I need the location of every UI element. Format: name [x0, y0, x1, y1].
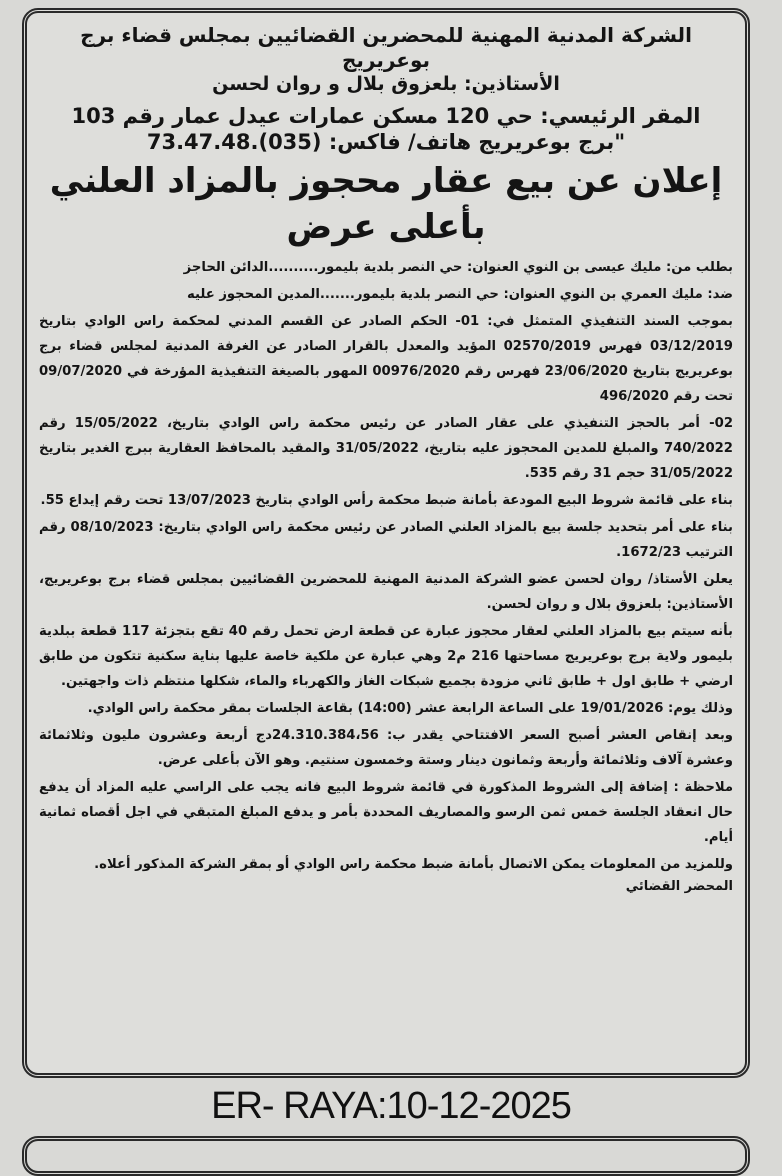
notice-subtitle: بأعلى عرض — [286, 207, 486, 248]
office-address: المقر الرئيسي: حي 120 مسكن عمارات عيدل عمار رقم 103 — [71, 103, 701, 128]
paragraph-note: ملاحظة : إضافة إلى الشروط المذكورة في قائمة شروط البيع فانه يجب على الراسي عليه المزاد أن يدفع حال انعقاد الجلسة خمس ثمن الرسو والمصاريف المحددة بأمر و يدفع المبلغ المتبقي في اجل أقصاه ثمانية أيام. — [39, 780, 733, 846]
paragraph-contact: وللمزيد من المعلومات يمكن الاتصال بأمانة ضبط محكمة راس الوادي أو بمقر الشركة المذكور أعلاه. — [94, 857, 733, 873]
next-notice-border — [22, 1136, 750, 1176]
phone-fax: "برج بوعريريج هاتف/ فاكس: (035).73.47.48 — [146, 130, 626, 154]
publication-stamp: ER- RAYA:10-12-2025 — [211, 1085, 571, 1127]
paragraph-date: وذلك يوم: 19/01/2026 على الساعة الرابعة عشر (14:00) بقاعة الجلسات بمقر محكمة راس الوادي. — [87, 701, 733, 717]
paragraph-seizure-order: 02- أمر بالحجز التنفيذي على عقار الصادر عن رئيس محكمة راس الوادي بتاريخ، 15/05/2022 رقم 740/2022 والمبلغ للمدين المحجوز عليه بتاريخ، 31/05/2022 والمقيد بالمحافظ العقارية ببرج الغدير بتاريخ 31/05/2022 حجم 31 رقم 535. — [39, 416, 733, 482]
paragraph-property: بأنه سيتم بيع بالمزاد العلني لعقار محجوز عبارة عن قطعة ارض تحمل رقم 40 تقع بتجزئة 117 قطعة ببلدية بليمور ولاية برج بوعريريج مساحتها 216 م2 وهي عبارة عن ملكية خاصة عليها بناية سكنية تتكون من طابق ارضي + طابق اول + طابق ثاني مزودة بجميع شبكات الغاز والكهرباء والماء، شكلها منتظم ذات واجهتين. — [39, 624, 734, 690]
signature: المحضر القضائي — [625, 879, 733, 895]
paragraph-price: وبعد إنقاص العشر أصبح السعر الافتتاحي يقدر ب: 24.310.384،56دج أربعة وعشرون مليون وثلاثمائة وعشرة آلاف وثلاثمائة وأربعة وثمانون دينار وستة وخمسون سنتيم. وهو الآن بأعلى عرض. — [39, 728, 733, 769]
legal-notice — [22, 8, 750, 1078]
notice-title: إعلان عن بيع عقار محجوز بالمزاد العلني — [49, 161, 723, 202]
paragraph-judgment: بموجب السند التنفيذي المتمثل في: 01- الحكم الصادر عن القسم المدني لمحكمة راس الوادي بتاريخ 03/12/2019 فهرس 02570/2019 المؤيد والمعدل بالقرار الصادر عن الغرفة المدنية لمجلس قضاء برج بوعريريج بتاريخ 23/06/2020 فهرس رقم 00976/2020 المهور بالصيغة التنفيذية المؤرخة في 09/07/2020 تحت رقم 496/2020 — [39, 314, 733, 405]
paragraph-creditor: بطلب من: مليك عيسى بن النوي العنوان: حي النصر بلدية بليمور..........الدائن الحاجز — [183, 260, 733, 276]
company-name: الشركة المدنية المهنية للمحضرين القضائيين بمجلس قضاء برج بوعريريج — [80, 23, 692, 72]
paragraph-conditions-list: بناء على قائمة شروط البيع المودعة بأمانة ضبط محكمة رأس الوادي بتاريخ 13/07/2023 تحت رقم إيداع 55. — [40, 493, 733, 509]
paragraph-announcer: يعلن الأستاذ/ روان لحسن عضو الشركة المدنية المهنية للمحضرين القضائيين بمجلس قضاء برج بوعريريج، الأستاذين: بلعزوق بلال و روان لحسن. — [39, 572, 733, 613]
paragraph-session-order: بناء على أمر بتحديد جلسة بيع بالمزاد العلني الصادر عن رئيس محكمة راس الوادي بتاريخ: 08/10/2023 رقم الترتيب 1672/23. — [39, 520, 733, 561]
bailiff-names: الأستاذين: بلعزوق بلال و روان لحسن — [212, 73, 560, 95]
paragraph-debtor: ضد: مليك العمري بن النوي العنوان: حي النصر بلدية بليمور.......المدين المحجوز عليه — [186, 287, 733, 303]
